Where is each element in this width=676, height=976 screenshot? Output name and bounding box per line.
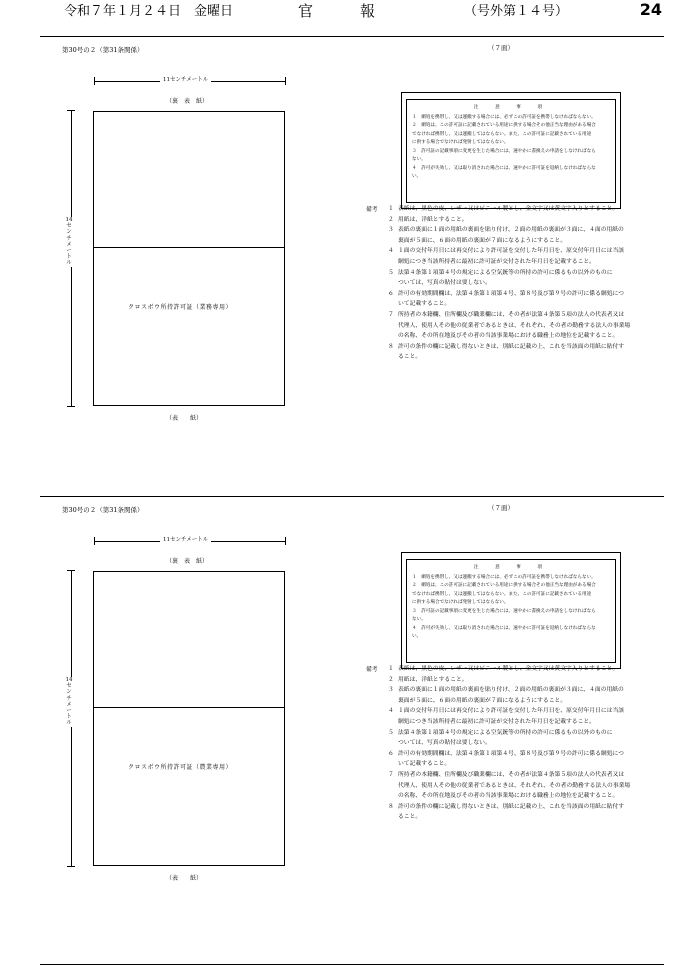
remark-number: １ [388, 666, 394, 672]
notice-item: ２ 網処は、この許可証に記載されている用途に供する場合その他正当な理由がある場合 [412, 123, 596, 128]
remark-text: いて記載すること。 [398, 301, 451, 308]
gazette-title-char-1: 官 [298, 2, 314, 20]
remark-line [388, 215, 638, 226]
remark-text: 法第４条第１項第４号の規定による空気銃等の所持の許可に係るもの以外のものに [398, 729, 613, 736]
remark-number: ５ [388, 729, 394, 736]
remark-line [388, 352, 638, 363]
permit-card-outline [93, 571, 285, 866]
permit-card-title: クロスボウ所持許可証（農業専用） [128, 764, 233, 771]
remark-number: ４ [388, 248, 394, 255]
remark-line [388, 706, 638, 717]
page-mark: （７面） [488, 44, 514, 52]
remark-number: ３ [388, 227, 394, 234]
remark-line [388, 310, 638, 321]
remark-text: 所持者の本籍欄、住所欄及び職業欄には、その者が法第４条第５項の法人の代表者又は [398, 771, 625, 778]
notice-item: ３ 許可証の記載事項に変更を生じた場合には、速やかに書換えの申請をしなければなら [412, 148, 596, 154]
permit-card-title: クロスボウ所持許可証（業務専用） [128, 304, 233, 311]
form-section-2 [0, 497, 676, 957]
remark-text: 許可の有効期間欄は、法第４条第１項第４号、第８号及び第９号の許可に係る網処につ [398, 290, 624, 297]
notice-items [412, 574, 610, 642]
remark-line [388, 749, 638, 760]
remark-line [388, 204, 638, 215]
remark-text: 代理人、使用人その他の従業者であるときは、それぞれ、その者の勤務する法人の事業場 [398, 782, 631, 789]
remark-text: 用紙は、洋紙とすること。 [398, 676, 468, 683]
notice-item: ない。 [412, 157, 426, 162]
form-number: 第30号の２（第31条関係） [62, 506, 144, 514]
remark-line [388, 770, 638, 781]
notice-item: い。 [412, 634, 422, 639]
remark-number: ７ [388, 311, 394, 318]
remark-line [388, 342, 638, 353]
remark-number: ８ [388, 343, 394, 350]
remark-text: 裏面が５面に、６面の用紙の裏面が７面になるようにすること。 [398, 237, 567, 244]
notice-item: ４ 許可が失効し、又は取り消された場合には、速やかに許可証を返納しなければならな [412, 625, 596, 631]
remark-text: ること。 [398, 814, 422, 821]
remark-text: ついては、写真の貼付は要しない。 [398, 280, 491, 287]
remark-line [388, 791, 638, 802]
remark-text: 代理人、使用人その他の従業者であるときは、それぞれ、その者の勤務する法人の事業場 [398, 322, 631, 329]
notice-item: でなければ携帯し、又は運搬してはならない。また、この許可証に記載されている用途 [412, 591, 592, 597]
notice-item: １ 網処を携帯し、又は運搬する場合には、必ずこの許可証を携帯しなければならない。 [412, 574, 596, 580]
notice-box [406, 559, 616, 663]
remark-text: の名称、その所在地及びその者の当該事業場における職務上の地位を記載すること。 [398, 793, 619, 800]
notice-heading: 注 意 事 項 [473, 565, 549, 570]
notice-items [412, 114, 610, 182]
remark-line [388, 675, 638, 686]
remark-line [388, 246, 638, 257]
page-header [0, 0, 676, 22]
remark-line [388, 225, 638, 236]
remark-number: ６ [388, 290, 394, 297]
notice-item: ２ 網処は、この許可証に記載されている用途に供する場合その他正当な理由がある場合 [412, 583, 596, 588]
footer-rule [40, 964, 664, 965]
issue-number: （号外第１４号） [464, 4, 569, 19]
remark-text: 許可の条件の欄に記載し得ないときは、別紙に記載の上、これを当該面の用紙に貼付す [398, 343, 625, 350]
issue-date: 令和７年１月２４日 金曜日 [64, 4, 234, 19]
width-dimension-label: 11センチメートル [160, 75, 211, 83]
remark-number: １ [388, 206, 394, 212]
card-fold-line [94, 707, 284, 708]
remark-text: １面の交付年月日には再交付により許可証を交付した年月日を、原交付年月日には当該 [398, 708, 625, 715]
gazette-title-char-2: 報 [360, 2, 376, 20]
remark-line [388, 289, 638, 300]
remark-line [388, 278, 638, 289]
back-cover-label: （裏 表 紙） [166, 98, 209, 105]
remark-line [388, 802, 638, 813]
remark-line [388, 321, 638, 332]
permit-card-outline [93, 111, 285, 406]
form-section-1 [0, 37, 676, 497]
remark-text: 所持者の本籍欄、住所欄及び職業欄には、その者が法第４条第５項の法人の代表者又は [398, 311, 625, 318]
remark-text: の名称、その所在地及びその者の当該事業場における職務上の地位を記載すること。 [398, 333, 619, 340]
width-dimension-label: 11センチメートル [160, 535, 211, 543]
notice-item: １ 網処を携帯し、又は運搬する場合には、必ずこの許可証を携帯しなければならない。 [412, 114, 596, 120]
front-cover-label: （表 紙） [166, 875, 203, 882]
remarks-list [388, 664, 638, 823]
page-mark: （７面） [488, 504, 514, 512]
notice-box [406, 99, 616, 203]
remark-text: 網処につき当該所持者に最初に許可証が交付された年月日を記載すること。 [398, 258, 595, 265]
remark-line [388, 268, 638, 279]
remark-line [388, 812, 638, 823]
card-fold-line [94, 247, 284, 248]
front-cover-label: （表 紙） [166, 415, 203, 422]
remark-line [388, 257, 638, 268]
remark-line [388, 759, 638, 770]
remark-line [388, 728, 638, 739]
remark-text: ること。 [398, 354, 422, 361]
notice-item: ４ 許可が失効し、又は取り消された場合には、速やかに許可証を返納しなければならな [412, 165, 596, 171]
remark-line [388, 236, 638, 247]
remark-number: ５ [388, 269, 394, 276]
remark-text: 網処につき当該所持者に最初に許可証が交付された年月日を記載すること。 [398, 718, 595, 725]
height-dimension-label: 14センチメートル [65, 677, 73, 727]
remark-text: 表紙は、黒色の皮、レザー又はビニール製とし、金文字又は黄文字入りとすること。 [398, 666, 619, 672]
height-dimension-label: 14センチメートル [65, 217, 73, 267]
page-number: 24 [639, 0, 662, 19]
notice-item: に供する場合でなければ発射してはならない。 [412, 140, 509, 145]
remark-number: ４ [388, 708, 394, 715]
notice-item: に供する場合でなければ発射してはならない。 [412, 600, 509, 605]
notice-heading: 注 意 事 項 [473, 105, 549, 110]
remark-number: ８ [388, 803, 394, 810]
remark-line [388, 685, 638, 696]
remark-line [388, 781, 638, 792]
remark-text: 表紙の裏面に１面の用紙の裏面を貼り付け、２面の用紙の裏面が３面に、４面の用紙の [398, 227, 624, 234]
notice-item: い。 [412, 174, 422, 179]
remark-text: 表紙は、黒色の皮、レザー又はビニール製とし、金文字又は黄文字入りとすること。 [398, 206, 619, 212]
remark-text: 許可の条件の欄に記載し得ないときは、別紙に記載の上、これを当該面の用紙に貼付す [398, 803, 625, 810]
remark-number: ６ [388, 750, 394, 757]
remark-line [388, 664, 638, 675]
remark-text: 許可の有効期間欄は、法第４条第１項第４号、第８号及び第９号の許可に係る網処につ [398, 750, 624, 757]
remark-line [388, 717, 638, 728]
remark-number: ２ [388, 216, 394, 223]
remarks-label: 備考 [366, 667, 378, 673]
form-number: 第30号の２（第31条関係） [62, 46, 144, 54]
notice-item: ない。 [412, 617, 426, 622]
remark-text: 法第４条第１項第４号の規定による空気銃等の所持の許可に係るもの以外のものに [398, 269, 613, 276]
notice-item: ３ 許可証の記載事項に変更を生じた場合には、速やかに書換えの申請をしなければなら [412, 608, 596, 614]
remark-text: 裏面が５面に、６面の用紙の裏面が７面になるようにすること。 [398, 697, 567, 704]
remark-number: ７ [388, 771, 394, 778]
remarks-list [388, 204, 638, 363]
remark-text: １面の交付年月日には再交付により許可証を交付した年月日を、原交付年月日には当該 [398, 248, 625, 255]
remark-text: いて記載すること。 [398, 761, 451, 768]
remarks-label: 備考 [366, 207, 378, 213]
remark-text: 用紙は、洋紙とすること。 [398, 216, 468, 223]
remark-number: ３ [388, 687, 394, 694]
back-cover-label: （裏 表 紙） [166, 558, 209, 565]
remark-number: ２ [388, 676, 394, 683]
remark-line [388, 696, 638, 707]
remark-text: 表紙の裏面に１面の用紙の裏面を貼り付け、２面の用紙の裏面が３面に、４面の用紙の [398, 687, 624, 694]
remark-line [388, 299, 638, 310]
remark-line [388, 738, 638, 749]
remark-text: ついては、写真の貼付は要しない。 [398, 740, 491, 747]
notice-item: でなければ携帯し、又は運搬してはならない。また、この許可証に記載されている用途 [412, 131, 592, 137]
remark-line [388, 331, 638, 342]
